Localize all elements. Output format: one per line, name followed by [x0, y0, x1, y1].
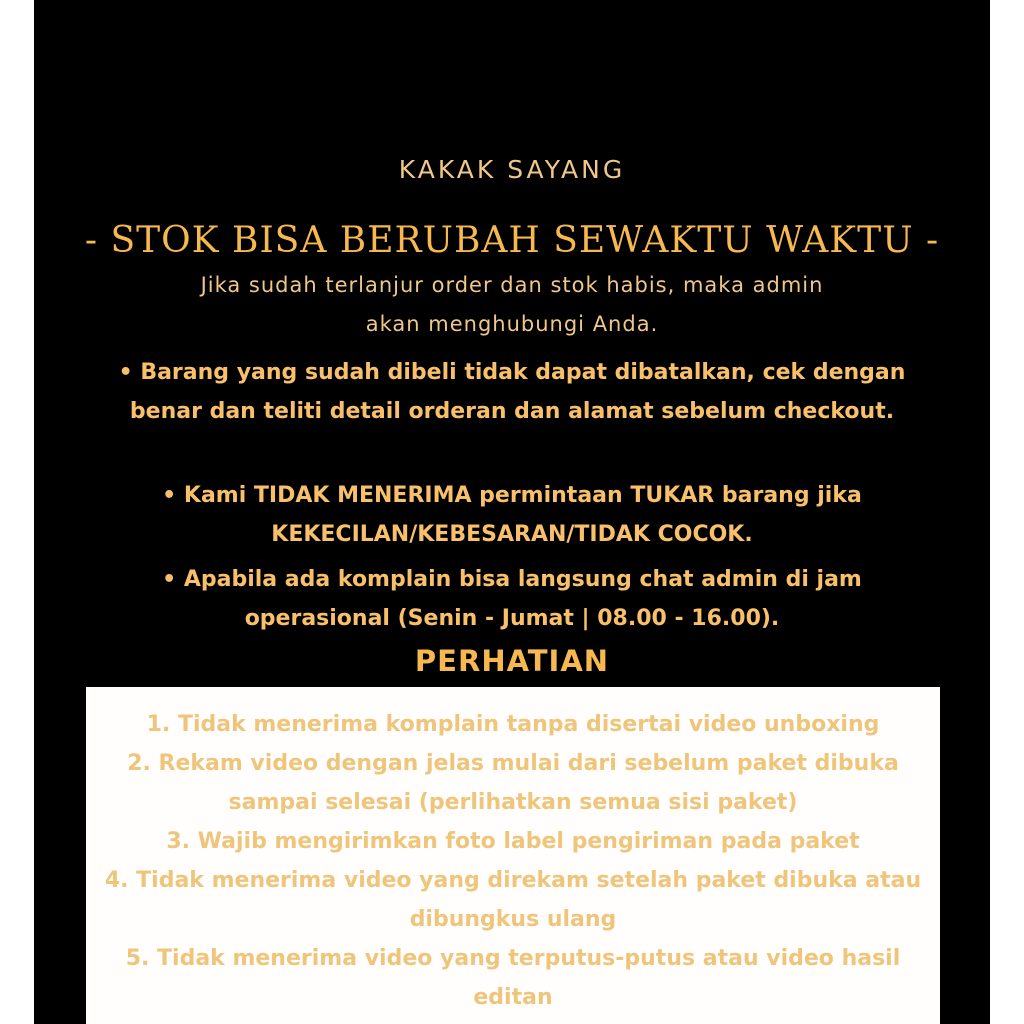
- notice-item: 3. Wajib mengirimkan foto label pengiriman pada paket: [166, 829, 860, 854]
- attention-heading: PERHATIAN: [414, 644, 610, 678]
- notice-panel: [86, 687, 940, 1024]
- greeting-heading: KAKAK SAYANG: [398, 155, 626, 184]
- stock-subtext-line: akan menghubungi Anda.: [365, 312, 659, 336]
- notice-item: 1. Tidak menerima komplain tanpa disertai video unboxing: [146, 712, 880, 737]
- rule-no-exchange: • Kami TIDAK MENERIMA permintaan TUKAR barang jika KEKECILAN/KEBESARAN/TIDAK COCOK.: [162, 483, 862, 547]
- rule-complaint-hours: • Apabila ada komplain bisa langsung chat admin di jam operasional (Senin - Jumat | 08.00 - 16.00).: [162, 567, 862, 631]
- notice-item: 5. Tidak menerima video yang terputus-putus atau video hasil editan: [125, 946, 901, 1010]
- notice-item: 2. Rekam video dengan jelas mulai dari sebelum paket dibuka sampai selesai (perlihatkan semua sisi paket): [127, 751, 899, 815]
- notice-item: 4. Tidak menerima video yang direkam setelah paket dibuka atau dibungkus ulang: [104, 868, 922, 932]
- rule-no-cancel: • Barang yang sudah dibeli tidak dapat dibatalkan, cek dengan benar dan teliti detail orderan dan alamat sebelum checkout.: [118, 360, 906, 424]
- stock-subtext: [34, 266, 990, 344]
- stock-subtext-line: Jika sudah terlanjur order dan stok habis, maka admin: [200, 273, 824, 297]
- stock-headline: - STOK BISA BERUBAH SEWAKTU WAKTU -: [84, 220, 940, 261]
